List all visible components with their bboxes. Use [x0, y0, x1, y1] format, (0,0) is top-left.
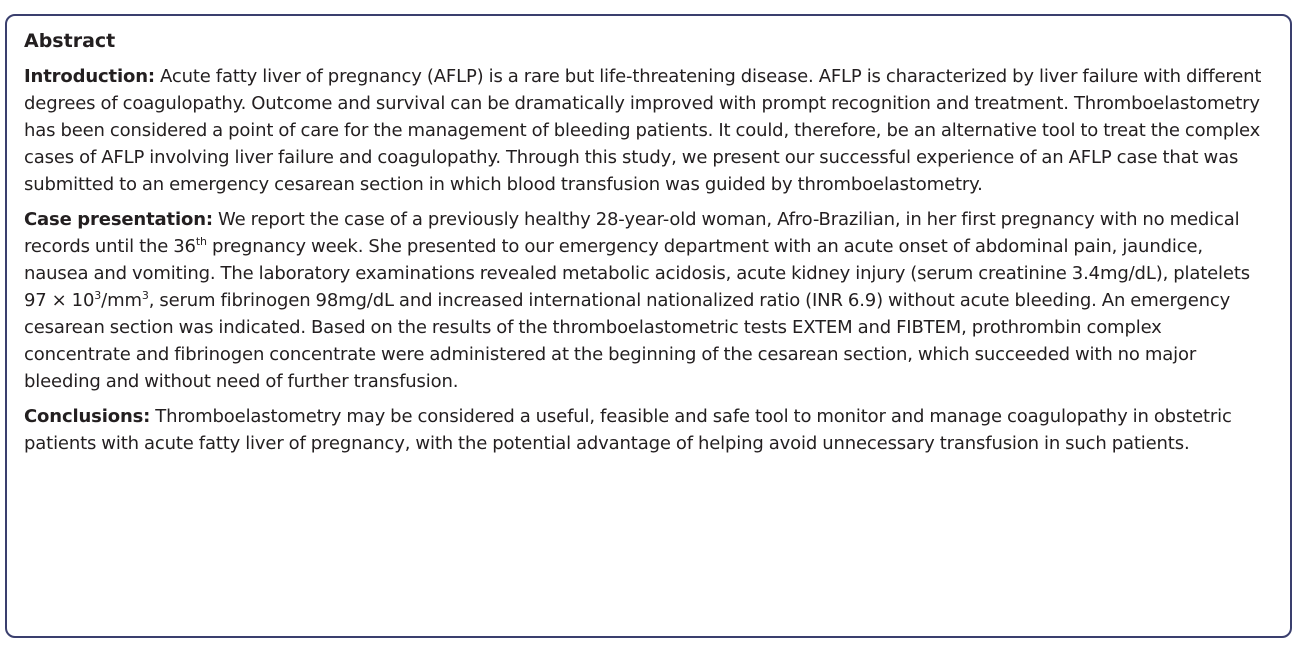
case-presentation-text-4: , serum fibrinogen 98mg/dL and increased international nationalized ratio (INR 6.9) without acute bleeding. An emergency cesarean section was indicated. Based on the results of the thromboelastometric tests EXTEM and FIBTEM, prothrombin complex concentrate and fibrinogen concentrate were administered at the beginning of the cesarean section, which succeeded with no major bleeding and without need of further transfusion. [24, 290, 1231, 392]
introduction-label: Introduction: [24, 66, 155, 87]
introduction-text: Acute fatty liver of pregnancy (AFLP) is a rare but life-threatening disease. AFLP is characterized by liver failure with different degrees of coagulopathy. Outcome and survival can be dramatically improved with prompt recognition and treatment. Thromboelastometry has been considered a point of care for the management of bleeding patients. It could, therefore, be an alternative tool to treat the complex cases of AFLP involving liver failure and coagulopathy. Through this study, we present our successful experience of an AFLP case that was submitted to an emergency cesarean section in which blood transfusion was guided by thromboelastometry. [24, 66, 1262, 195]
case-presentation-text-2: pregnancy week. She presented to our emergency department with an acute onset of abdominal pain, jaundice, nausea and vomiting. The laboratory examinations revealed metabolic acidosis, acute kidney injury (serum creatinine 3.4mg/dL), platelets 97 × 10 [24, 236, 1250, 311]
case-presentation-text-3: /mm [101, 290, 142, 311]
case-presentation-text-1: We report the case of a previously healthy 28-year-old woman, Afro-Brazilian, in her first pregnancy with no medical records until the 36 [24, 209, 1240, 257]
case-presentation-label: Case presentation: [24, 209, 213, 230]
abstract-heading: Abstract [24, 30, 116, 52]
unit-exponent-superscript: 3 [141, 289, 149, 302]
introduction-section [24, 63, 1270, 198]
exponent-superscript: 3 [94, 289, 102, 302]
conclusions-section [24, 403, 1270, 457]
conclusions-label: Conclusions: [24, 406, 151, 427]
case-presentation-section [24, 206, 1270, 395]
ordinal-superscript: th [195, 235, 207, 248]
conclusions-text: Thromboelastometry may be considered a useful, feasible and safe tool to monitor and manage coagulopathy in obstetric patients with acute fatty liver of pregnancy, with the potential advantage of helping avoid unnecessary transfusion in such patients. [24, 406, 1232, 454]
abstract-box [5, 14, 1292, 638]
